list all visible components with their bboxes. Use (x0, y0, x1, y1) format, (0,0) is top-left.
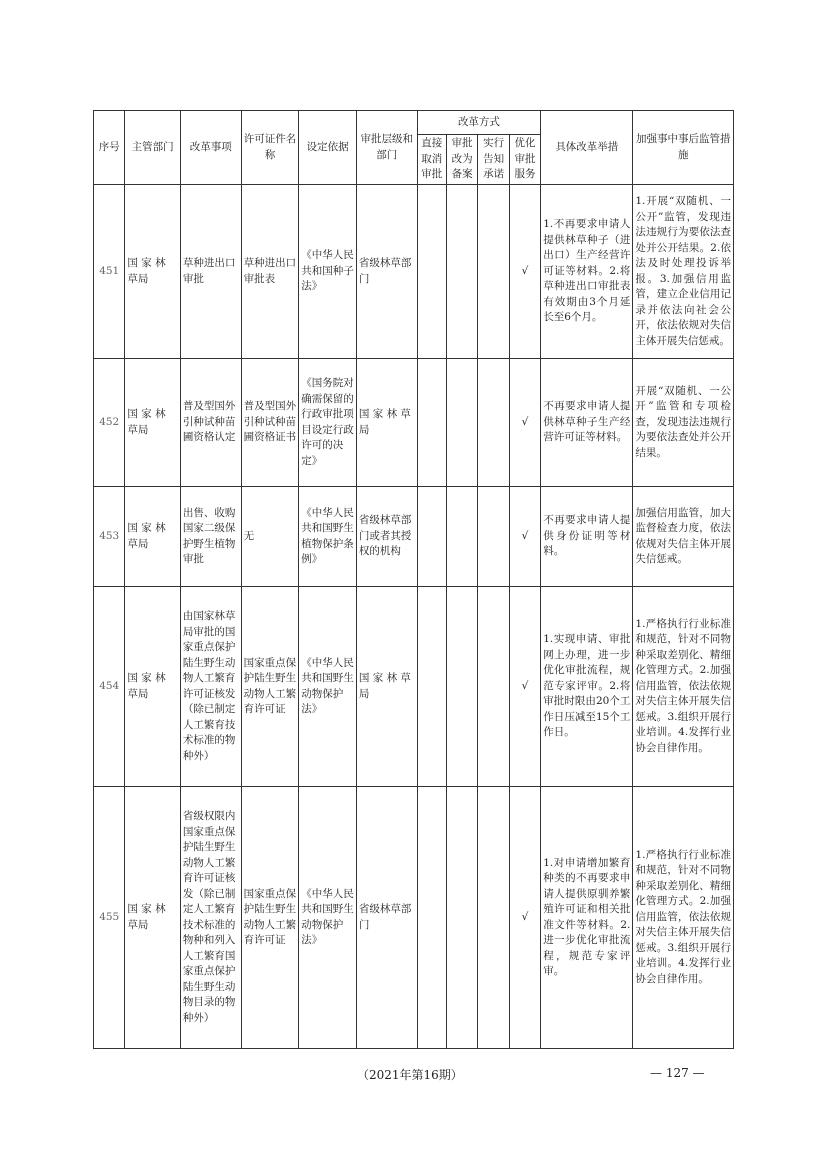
row-item: 草种进出口审批 (180, 185, 241, 359)
row-cancel-cell (417, 185, 446, 359)
row-measures: 不再要求申请人提供林草种子生产经营许可证等材料。 (541, 359, 633, 487)
header-supervision: 加强事中事后监管措施 (633, 111, 734, 185)
row-basis: 《中华人民共和国野生动物保护法》 (299, 787, 357, 1049)
row-check-mark: √ (509, 359, 540, 487)
row-dept: 国 家 林 草局 (125, 359, 181, 487)
header-item: 改革事项 (180, 111, 241, 185)
row-commitment-cell (478, 185, 509, 359)
row-item: 普及型国外引种试种苗圃资格认定 (180, 359, 241, 487)
header-basis: 设定依据 (299, 111, 357, 185)
row-level: 省级林草部门或者其授权的机构 (356, 487, 417, 587)
issue-number: （2021年第16期） (357, 1068, 463, 1082)
row-commitment-cell (478, 359, 509, 487)
row-measures: 1.对申请增加繁育种类的不再要求申请人提供原驯养繁殖许可证和相关批准文件等材料。2.进一步优化审批流程，规范专家评审。 (541, 787, 633, 1049)
row-commitment-cell (478, 787, 509, 1049)
row-cancel-cell (417, 359, 446, 487)
row-supervision: 1.开展“双随机、一公开”监管，发现违法违规行为要依法查处并公开结果。2.依法及时处理投诉举报。3.加强信用监管，建立企业信用记录并依法向社会公开，依法依规对失信主体开展失信惩戒。 (633, 185, 734, 359)
row-check-mark: √ (509, 487, 540, 587)
row-measures: 1.不再要求申请人提供林草种子（进出口）生产经营许可证等材料。2.将草种进出口审批表有效期由3个月延长至6个月。 (541, 185, 633, 359)
row-cancel-cell (417, 787, 446, 1049)
table-row (94, 787, 734, 1049)
row-dept: 国 家 林 草局 (125, 487, 181, 587)
row-license: 无 (241, 487, 299, 587)
row-supervision: 1.严格执行行业标准和规范，针对不同物种采取差别化、精细化管理方式。2.加强信用监管，依法依规对失信主体开展失信惩戒。3.组织开展行业培训。4.发挥行业协会自律作用。 (633, 787, 734, 1049)
row-license: 国家重点保护陆生野生动物人工繁育许可证 (241, 587, 299, 787)
row-cancel-cell (417, 487, 446, 587)
row-cancel-cell (417, 587, 446, 787)
row-check-mark: √ (509, 185, 540, 359)
table-row (94, 487, 734, 587)
row-commitment-cell (478, 587, 509, 787)
row-license: 普及型国外引种试种苗圃资格证书 (241, 359, 299, 487)
row-supervision: 1.严格执行行业标准和规范，针对不同物种采取差别化、精细化管理方式。2.加强信用监管，依法依规对失信主体开展失信惩戒。3.组织开展行业培训。4.发挥行业协会自律作用。 (633, 587, 734, 787)
header-license: 许可证件名称 (241, 111, 299, 185)
reform-table (93, 110, 734, 1049)
row-supervision: 开展“双随机、一公开”监管和专项检查，发现违法违规行为要依法查处并公开结果。 (633, 359, 734, 487)
row-item: 由国家林草局审批的国家重点保护陆生野生动物人工繁育许可证核发（除已制定人工繁育技术标准的物种外） (180, 587, 241, 787)
row-dept: 国 家 林 草局 (125, 185, 181, 359)
row-supervision: 加强信用监管，加大监督检查力度，依法依规对失信主体开展失信惩戒。 (633, 487, 734, 587)
row-basis: 《中华人民共和国种子法》 (299, 185, 357, 359)
row-item: 省级权限内国家重点保护陆生野生动物人工繁育许可证核发（除已制定人工繁育技术标准的物种和列入人工繁育国家重点保护陆生野生动物目录的物种外） (180, 787, 241, 1049)
row-level: 国 家 林 草局 (356, 587, 417, 787)
row-seq: 455 (94, 787, 125, 1049)
row-filing-cell (446, 787, 477, 1049)
row-commitment-cell (478, 487, 509, 587)
header-method-filing: 审批改为备案 (446, 135, 477, 185)
row-check-mark: √ (509, 587, 540, 787)
header-dept: 主管部门 (125, 111, 181, 185)
row-basis: 《中华人民共和国野生动物保护法》 (299, 587, 357, 787)
header-method-cancel: 直接取消审批 (417, 135, 446, 185)
row-measures: 1.实现申请、审批网上办理，进一步优化审批流程，规范专家评审。2.将审批时限由20个工作日压减至15个工作日。 (541, 587, 633, 787)
row-dept: 国 家 林 草局 (125, 787, 181, 1049)
row-item: 出售、收购国家二级保护野生植物审批 (180, 487, 241, 587)
row-filing-cell (446, 587, 477, 787)
header-measures: 具体改革举措 (541, 111, 633, 185)
row-level: 国 家 林 草局 (356, 359, 417, 487)
row-seq: 451 (94, 185, 125, 359)
row-seq: 453 (94, 487, 125, 587)
table-row (94, 587, 734, 787)
row-filing-cell (446, 185, 477, 359)
table-row (94, 185, 734, 359)
row-filing-cell (446, 487, 477, 587)
header-method: 改革方式 (417, 111, 541, 135)
row-license: 草种进出口审批表 (241, 185, 299, 359)
page-number: — 127 — (650, 1066, 705, 1080)
row-check-mark: √ (509, 787, 540, 1049)
row-dept: 国 家 林 草局 (125, 587, 181, 787)
row-measures: 不再要求申请人提供身份证明等材料。 (541, 487, 633, 587)
row-seq: 452 (94, 359, 125, 487)
row-basis: 《中华人民共和国野生植物保护条例》 (299, 487, 357, 587)
table-row (94, 359, 734, 487)
row-seq: 454 (94, 587, 125, 787)
row-level: 省级林草部门 (356, 787, 417, 1049)
header-level: 审批层级和部门 (356, 111, 417, 185)
header-method-optimize: 优化审批服务 (509, 135, 540, 185)
header-method-commitment: 实行告知承诺 (478, 135, 509, 185)
header-seq: 序号 (94, 111, 125, 185)
row-level: 省级林草部门 (356, 185, 417, 359)
row-license: 国家重点保护陆生野生动物人工繁育许可证 (241, 787, 299, 1049)
row-basis: 《国务院对确需保留的行政审批项目设定行政许可的决定》 (299, 359, 357, 487)
row-filing-cell (446, 359, 477, 487)
